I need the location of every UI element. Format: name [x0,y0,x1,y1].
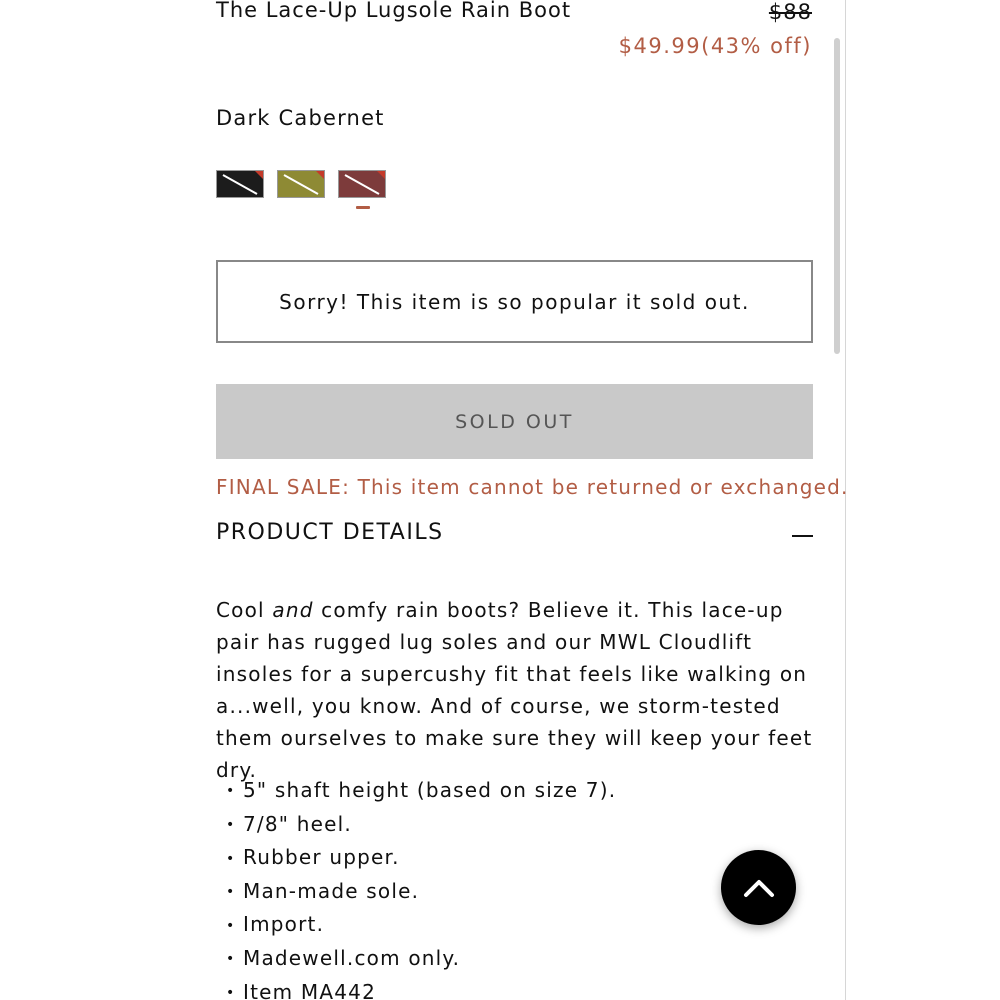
bullet-icon: • [226,917,236,934]
feature-text: 7/8" heel. [243,811,352,836]
olive-swatch[interactable] [277,170,325,198]
description-emphasis: and [272,598,314,622]
color-swatches [216,170,386,198]
feature-item [226,875,616,909]
sold-out-corner-badge [377,171,385,179]
scrollbar[interactable] [834,38,840,354]
product-title: The Lace-Up Lugsole Rain Boot [216,0,572,22]
bullet-icon: • [226,984,236,1000]
feature-item [226,774,616,808]
bullet-icon: • [226,783,236,800]
minus-icon[interactable] [792,535,813,537]
original-price: $88 [768,0,812,24]
product-features-list [226,774,616,1000]
feature-text: Item MA442 [243,979,376,1000]
back-to-top-button[interactable] [721,850,796,925]
selected-color-name: Dark Cabernet [216,106,385,130]
black-swatch[interactable] [216,170,264,198]
feature-text: Rubber upper. [243,845,400,870]
feature-item [226,841,616,875]
sale-price: $49.99(43% off) [618,34,812,58]
bullet-icon: • [226,816,236,833]
product-details-heading: PRODUCT DETAILS [216,520,444,545]
viewport-border [845,0,846,1000]
chevron-up-icon [743,878,775,898]
feature-item [226,908,616,942]
bullet-icon: • [226,884,236,901]
feature-item [226,942,616,976]
sold-out-corner-badge [255,171,263,179]
sold-out-button[interactable]: SOLD OUT [216,384,813,459]
feature-text: Import. [243,912,325,937]
feature-text: Man-made sole. [243,878,420,903]
product-details-toggle[interactable] [216,520,813,552]
feature-text: 5" shaft height (based on size 7). [243,778,617,802]
final-sale-notice: FINAL SALE: This item cannot be returned or exchanged. [216,475,849,499]
selected-swatch-indicator [356,206,370,209]
feature-text: Madewell.com only. [243,945,461,970]
bullet-icon: • [226,850,236,867]
feature-item [226,976,616,1000]
product-description [216,594,826,786]
sold-out-corner-badge [316,171,324,179]
description-text-start: Cool [216,598,273,622]
bullet-icon: • [226,951,236,968]
dark-cabernet-swatch[interactable] [338,170,386,198]
sold-out-message: Sorry! This item is so popular it sold out. [216,260,813,343]
feature-item [226,808,616,842]
description-text-end: comfy rain boots? Believe it. This lace-up pair has rugged lug soles and our MWL Cloudlift insoles for a supercushy fit that feels like walking on a...well, you know. And of course, we storm-tested them ourselves to make sure they will keep your feet dry. [216,598,813,782]
